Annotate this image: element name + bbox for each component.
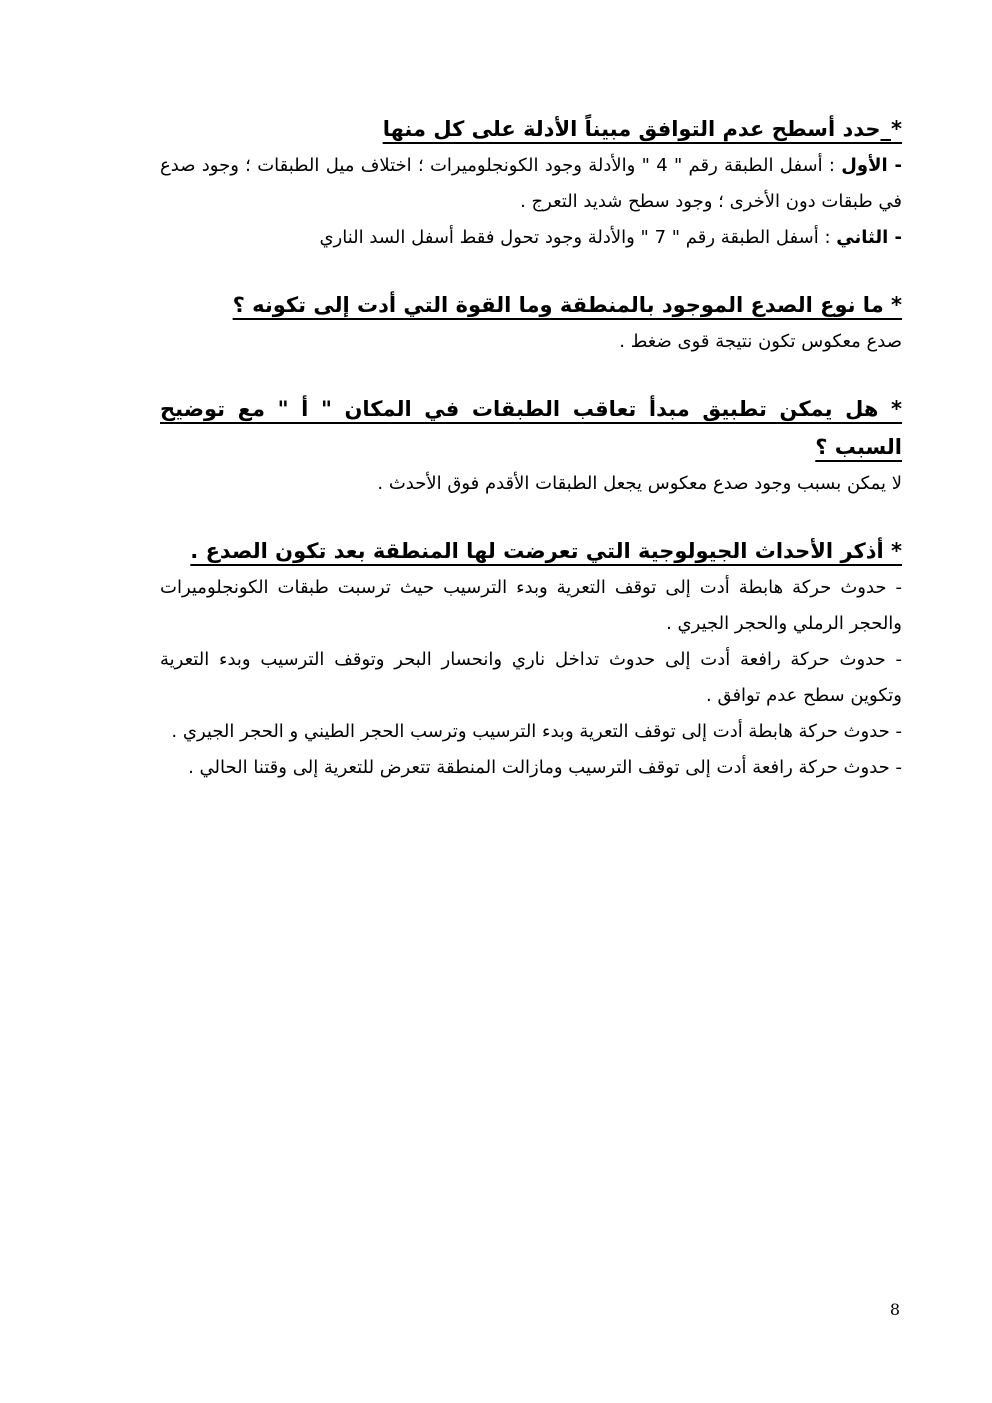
answer-3: لا يمكن بسبب وجود صدع معكوس يجعل الطبقات الأقدم فوق الأحدث . xyxy=(377,473,902,494)
answer-1-item-1-text: : أسفل الطبقة رقم " 4 " والأدلة وجود الكونجلوميرات ؛ اختلاف ميل الطبقات ؛ وجود صدع في طبقات دون الأخرى ؛ وجود سطح شديد التعرج . xyxy=(160,155,902,212)
answer-1-item-2-label: - الثاني xyxy=(836,227,902,248)
event-item: - حدوث حركة رافعة أدت إلى توقف الترسيب ومازالت المنطقة تتعرض للتعرية إلى وقتنا الحالي . xyxy=(188,757,902,778)
event-item: - حدوث حركة هابطة أدت إلى توقف التعرية وبدء الترسيب وترسب الحجر الطيني و الحجر الجيري . xyxy=(171,721,902,742)
section-fault-type xyxy=(160,286,902,360)
answer-1-item-1-label: - الأول xyxy=(841,155,902,176)
event-item: - حدوث حركة هابطة أدت إلى توقف التعرية وبدء الترسيب حيث ترسبت طبقات الكونجلوميرات والحجر الرملي والحجر الجيري . xyxy=(160,577,902,634)
answer-2: صدع معكوس تكون نتيجة قوى ضغط . xyxy=(619,331,902,352)
section-superposition xyxy=(160,390,902,502)
question-2: * ما نوع الصدع الموجود بالمنطقة وما القوة التي أدت إلى تكونه ؟ xyxy=(232,293,902,317)
answer-1-item-2-text: : أسفل الطبقة رقم " 7 " والأدلة وجود تحول فقط أسفل السد الناري xyxy=(319,227,831,248)
question-1: *_حدد أسطح عدم التوافق مبيناً الأدلة على كل منها xyxy=(382,117,902,141)
document-page xyxy=(160,110,902,816)
answer-1-item-2 xyxy=(160,220,902,256)
question-4: * أذكر الأحداث الجيولوجية التي تعرضت لها المنطقة بعد تكون الصدع . xyxy=(190,539,902,563)
event-item: - حدوث حركة رافعة أدت إلى حدوث تداخل ناري وانحسار البحر وتوقف الترسيب وبدء التعرية وتكوين سطح عدم توافق . xyxy=(160,649,902,706)
page-number: 8 xyxy=(889,1300,900,1319)
answer-1-item-1 xyxy=(160,148,902,220)
section-geologic-events xyxy=(160,532,902,786)
section-unconformities xyxy=(160,110,902,256)
question-3: * هل يمكن تطبيق مبدأ تعاقب الطبقات في المكان " أ " مع توضيح السبب ؟ xyxy=(160,397,902,459)
